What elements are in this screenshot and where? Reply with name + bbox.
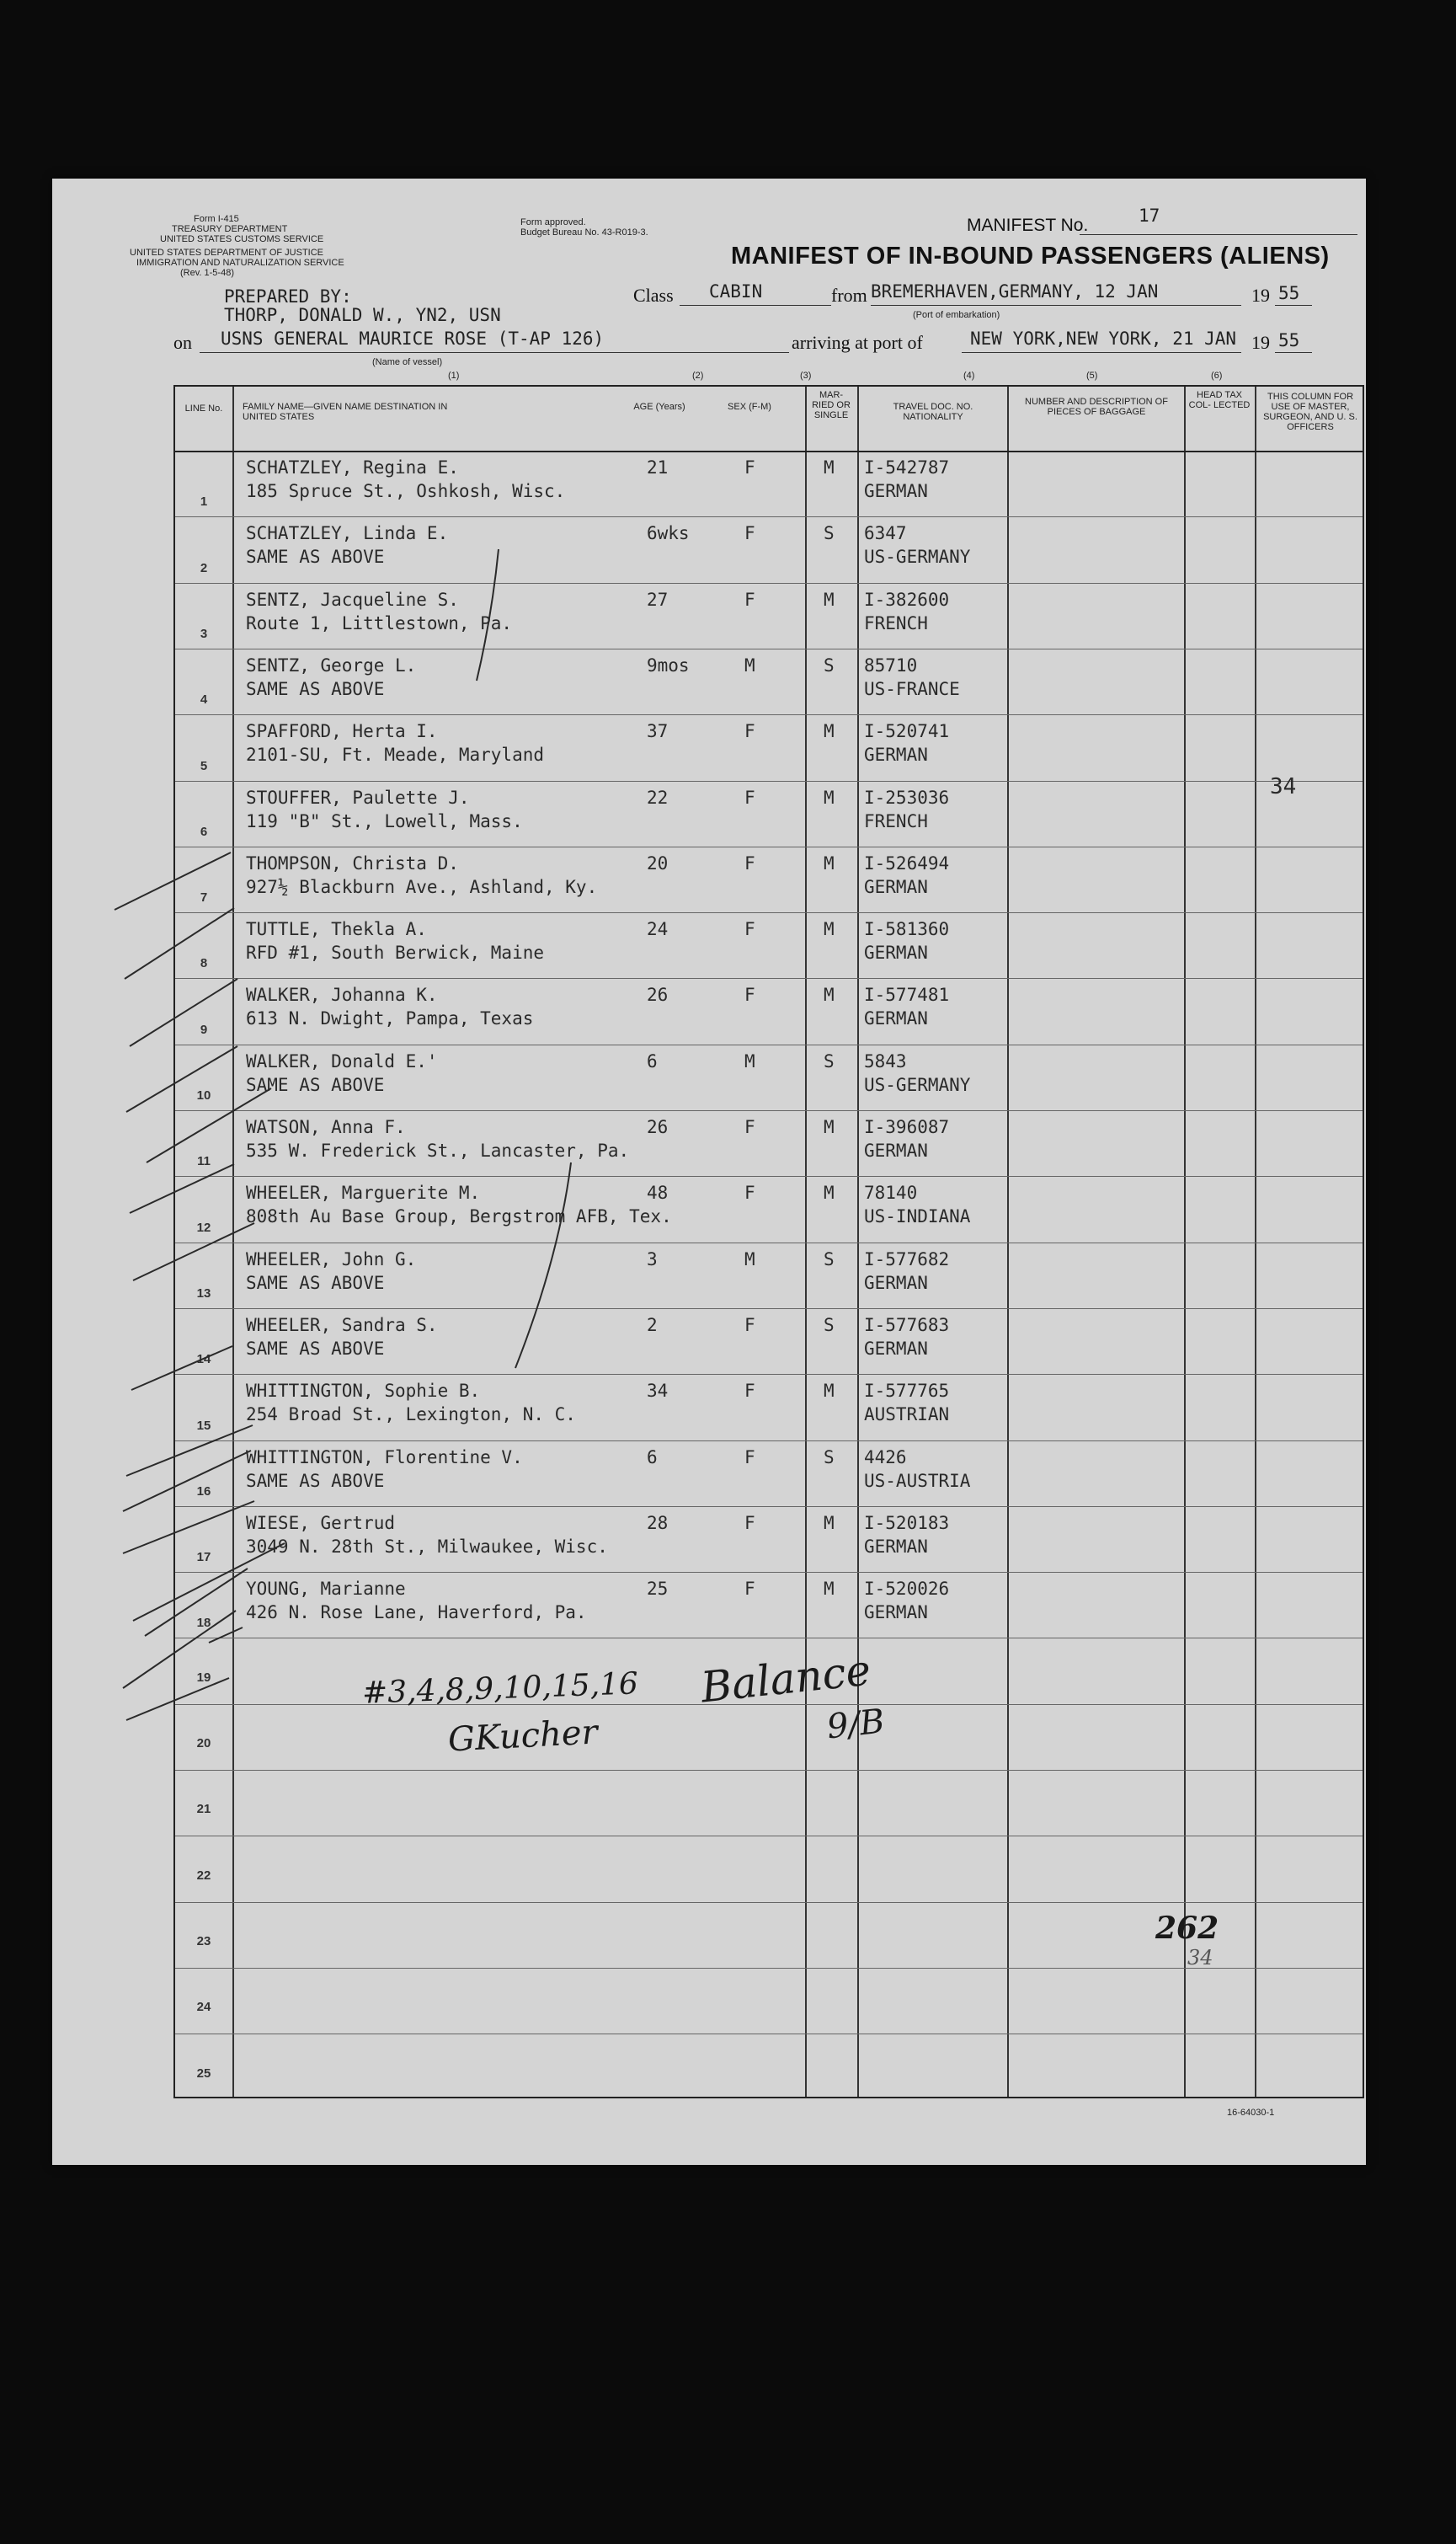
passenger-destination: 119 "B" St., Lowell, Mass.	[246, 810, 523, 831]
passenger-sex: F	[744, 1446, 755, 1467]
passenger-sex: F	[744, 1183, 755, 1204]
passenger-sex: F	[744, 457, 755, 478]
marital-status: S	[824, 1050, 835, 1072]
travel-doc-no: I-577683	[864, 1314, 950, 1335]
passenger-destination: SAME AS ABOVE	[246, 547, 385, 568]
passenger-destination: 2101-SU, Ft. Meade, Maryland	[246, 745, 545, 766]
travel-doc-no: I-520183	[864, 1512, 950, 1533]
nationality: US-FRANCE	[864, 678, 960, 699]
travel-doc-no: I-520741	[864, 721, 950, 742]
passenger-age: 26	[647, 1117, 669, 1137]
nationality: US-GERMANY	[864, 547, 971, 568]
passenger-age: 2	[647, 1314, 658, 1335]
marital-status: S	[824, 1446, 835, 1467]
line-number: 24	[196, 2000, 211, 2015]
footer-code: 16-64030-1	[1227, 2108, 1275, 2118]
nationality: GERMAN	[864, 745, 928, 766]
passenger-sex: M	[744, 1248, 755, 1269]
col-number-2: (2)	[692, 371, 704, 381]
hand-count-34: 34	[1187, 1946, 1213, 1969]
passenger-name: SENTZ, Jacqueline S.	[246, 589, 459, 610]
class-value: CABIN	[709, 281, 763, 302]
passenger-age: 3	[647, 1248, 658, 1269]
passenger-destination: 808th Au Base Group, Bergstrom AFB, Tex.	[246, 1206, 672, 1227]
passenger-sex: F	[744, 1117, 755, 1137]
line-number: 16	[196, 1483, 211, 1499]
hand-count-262: 262	[1155, 1911, 1219, 1946]
marital-status: M	[824, 1183, 835, 1204]
vessel-note: (Name of vessel)	[372, 357, 443, 367]
travel-doc-no: I-581360	[864, 919, 950, 940]
passenger-name: WALKER, Johanna K.	[246, 985, 438, 1006]
passenger-sex: F	[744, 1314, 755, 1335]
nationality: GERMAN	[864, 481, 928, 501]
marital-status: M	[824, 1512, 835, 1533]
marital-status: M	[824, 457, 835, 478]
marital-status: S	[824, 655, 835, 676]
check-marks	[52, 179, 1366, 2165]
nationality: GERMAN	[864, 876, 928, 897]
header-age: AGE (Years)	[633, 402, 685, 412]
port-embark-note: (Port of embarkation)	[913, 310, 1000, 320]
line-number: 5	[200, 758, 208, 773]
header-travel-doc: TRAVEL DOC. NO. NATIONALITY	[893, 402, 973, 422]
line-number: 19	[196, 1670, 211, 1685]
line-number: 22	[196, 1868, 211, 1883]
header-sex: SEX (F-M)	[728, 402, 771, 412]
nationality: GERMAN	[864, 1141, 928, 1161]
officer-mark-row6: 34	[1270, 774, 1297, 799]
travel-doc-no: I-577481	[864, 985, 950, 1006]
passenger-name: WATSON, Anna F.	[246, 1117, 406, 1137]
passenger-name: WHITTINGTON, Sophie B.	[246, 1381, 481, 1402]
manifest-no-label: MANIFEST No.	[967, 216, 1089, 235]
initials: 9/B	[824, 1702, 887, 1747]
passenger-sex: F	[744, 721, 755, 742]
nationality: US-INDIANA	[864, 1206, 971, 1227]
marital-status: M	[824, 787, 835, 808]
passenger-destination: SAME AS ABOVE	[246, 1074, 385, 1095]
ins-service: IMMIGRATION AND NATURALIZATION SERVICE	[136, 258, 344, 268]
col-number-3: (3)	[800, 371, 812, 381]
header-name: FAMILY NAME—GIVEN NAME DESTINATION IN UNITED STATES	[243, 402, 448, 422]
passenger-sex: M	[744, 1050, 755, 1072]
marital-status: M	[824, 1579, 835, 1600]
passenger-name: THOMPSON, Christa D.	[246, 852, 459, 874]
justice-dept: UNITED STATES DEPARTMENT OF JUSTICE	[130, 248, 324, 258]
col-number-6: (6)	[1211, 371, 1223, 381]
line-number: 18	[196, 1616, 211, 1631]
line-number: 6	[200, 824, 208, 839]
passenger-destination: 3049 N. 28th St., Milwaukee, Wisc.	[246, 1536, 608, 1557]
passenger-destination: 185 Spruce St., Oshkosh, Wisc.	[246, 481, 566, 501]
passenger-age: 34	[647, 1381, 669, 1402]
nationality: GERMAN	[864, 1536, 928, 1557]
line-number: 7	[200, 890, 208, 906]
passenger-age: 27	[647, 589, 669, 610]
travel-doc-no: 6347	[864, 523, 907, 544]
class-label: Class	[633, 285, 674, 306]
marital-status: S	[824, 1248, 835, 1269]
revision: (Rev. 1-5-48)	[180, 268, 234, 278]
passenger-age: 6wks	[647, 523, 690, 544]
line-number: 11	[197, 1154, 211, 1169]
arrival-year-prefix: 19	[1251, 332, 1270, 353]
manifest-number: 17	[1139, 206, 1160, 226]
passenger-age: 25	[647, 1579, 669, 1600]
passenger-destination: 927½ Blackburn Ave., Ashland, Ky.	[246, 876, 598, 897]
embark-port: BREMERHAVEN,GERMANY, 12 JAN	[871, 281, 1159, 302]
prepared-by: THORP, DONALD W., YN2, USN	[224, 305, 501, 325]
customs-service: UNITED STATES CUSTOMS SERVICE	[160, 234, 324, 244]
signature-balance: Balance	[698, 1645, 873, 1713]
travel-doc-no: I-253036	[864, 787, 950, 808]
passenger-name: SCHATZLEY, Linda E.	[246, 523, 449, 544]
marital-status: M	[824, 852, 835, 874]
passenger-sex: F	[744, 589, 755, 610]
nationality: GERMAN	[864, 1272, 928, 1293]
travel-doc-no: 85710	[864, 655, 918, 676]
travel-doc-no: I-577682	[864, 1248, 950, 1269]
travel-doc-no: I-382600	[864, 589, 950, 610]
col-number-5: (5)	[1086, 371, 1098, 381]
manifest-page	[52, 179, 1366, 2165]
line-number: 14	[196, 1352, 211, 1367]
passenger-age: 28	[647, 1512, 669, 1533]
arrival-year: 55	[1278, 330, 1300, 350]
passenger-name: WHITTINGTON, Florentine V.	[246, 1446, 523, 1467]
passenger-age: 21	[647, 457, 669, 478]
passenger-sex: F	[744, 787, 755, 808]
marital-status: M	[824, 721, 835, 742]
line-number: 4	[200, 692, 208, 708]
passenger-name: SPAFFORD, Herta I.	[246, 721, 438, 742]
line-number: 23	[196, 1933, 211, 1948]
travel-doc-no: I-577765	[864, 1381, 950, 1402]
marital-status: M	[824, 919, 835, 940]
passenger-age: 6	[647, 1050, 658, 1072]
passenger-sex: F	[744, 523, 755, 544]
from-label: from	[831, 285, 867, 306]
manifest-title: MANIFEST OF IN-BOUND PASSENGERS (ALIENS)	[731, 243, 1330, 270]
form-number: Form I-415	[194, 214, 239, 224]
nationality: GERMAN	[864, 943, 928, 964]
passenger-name: WHEELER, Marguerite M.	[246, 1183, 481, 1204]
travel-doc-no: I-520026	[864, 1579, 950, 1600]
line-number: 9	[200, 1022, 208, 1037]
arriving-label: arriving at port of	[792, 332, 923, 353]
nationality: FRENCH	[864, 612, 928, 633]
travel-doc-no: I-396087	[864, 1117, 950, 1137]
col-number-4: (4)	[963, 371, 975, 381]
line-number: 21	[196, 1802, 211, 1817]
marital-status: S	[824, 1314, 835, 1335]
marital-status: S	[824, 523, 835, 544]
nationality: FRENCH	[864, 810, 928, 831]
passenger-age: 48	[647, 1183, 669, 1204]
passenger-name: YOUNG, Marianne	[246, 1579, 406, 1600]
passenger-destination: 426 N. Rose Lane, Haverford, Pa.	[246, 1602, 587, 1623]
passenger-name: SENTZ, George L.	[246, 655, 417, 676]
nationality: GERMAN	[864, 1008, 928, 1029]
line-number: 3	[200, 626, 208, 641]
passenger-sex: F	[744, 985, 755, 1006]
passenger-sex: F	[744, 919, 755, 940]
passenger-age: 22	[647, 787, 669, 808]
prepared-by-label: PREPARED BY:	[224, 286, 352, 307]
passenger-sex: F	[744, 1579, 755, 1600]
signature-gkucher: GKucher	[446, 1713, 599, 1760]
line-number: 20	[196, 1736, 211, 1750]
passenger-name: WHEELER, John G.	[246, 1248, 417, 1269]
passenger-destination: 613 N. Dwight, Pampa, Texas	[246, 1008, 534, 1029]
line-number: 17	[196, 1550, 211, 1565]
nationality: US-AUSTRIA	[864, 1470, 971, 1491]
passenger-destination: SAME AS ABOVE	[246, 678, 385, 699]
passenger-sex: F	[744, 1512, 755, 1533]
passenger-sex: M	[744, 655, 755, 676]
passenger-age: 37	[647, 721, 669, 742]
passenger-name: WHEELER, Sandra S.	[246, 1314, 438, 1335]
travel-doc-no: 4426	[864, 1446, 907, 1467]
passenger-name: WIESE, Gertrud	[246, 1512, 396, 1533]
passenger-destination: Route 1, Littlestown, Pa.	[246, 612, 513, 633]
passenger-age: 9mos	[647, 655, 690, 676]
passenger-name: STOUFFER, Paulette J.	[246, 787, 470, 808]
passenger-destination: 254 Broad St., Lexington, N. C.	[246, 1404, 576, 1425]
passenger-age: 24	[647, 919, 669, 940]
line-number: 8	[200, 956, 208, 971]
travel-doc-no: I-542787	[864, 457, 950, 478]
marital-status: M	[824, 1381, 835, 1402]
budget-bureau: Budget Bureau No. 43-R019-3.	[520, 227, 648, 238]
header-married: MAR- RIED OR SINGLE	[812, 390, 851, 420]
passenger-age: 6	[647, 1446, 658, 1467]
passenger-sex: F	[744, 1381, 755, 1402]
header-baggage: NUMBER AND DESCRIPTION OF PIECES OF BAGGAGE	[1025, 397, 1168, 417]
header-line-no: LINE No.	[184, 404, 223, 414]
passenger-age: 26	[647, 985, 669, 1006]
passenger-destination: RFD #1, South Berwick, Maine	[246, 943, 545, 964]
passenger-destination: SAME AS ABOVE	[246, 1470, 385, 1491]
marital-status: M	[824, 589, 835, 610]
form-approved: Form approved.	[520, 217, 586, 227]
passenger-age: 20	[647, 852, 669, 874]
passenger-name: TUTTLE, Thekla A.	[246, 919, 427, 940]
line-number: 13	[196, 1285, 211, 1301]
header-head-tax: HEAD TAX COL- LECTED	[1188, 390, 1251, 410]
on-label: on	[173, 332, 192, 353]
treasury-dept: TREASURY DEPARTMENT	[172, 224, 288, 234]
vessel-name: USNS GENERAL MAURICE ROSE (T-AP 126)	[221, 329, 605, 349]
line-number: 1	[200, 494, 208, 510]
line-number: 2	[200, 560, 208, 575]
col-number-1: (1)	[448, 371, 460, 381]
passenger-destination: 535 W. Frederick St., Lancaster, Pa.	[246, 1141, 630, 1161]
nationality: AUSTRIAN	[864, 1404, 950, 1425]
arrival-port: NEW YORK,NEW YORK, 21 JAN	[970, 329, 1237, 349]
passenger-name: WALKER, Donald E.'	[246, 1050, 438, 1072]
travel-doc-no: 5843	[864, 1050, 907, 1072]
hand-line-numbers: #3,4,8,9,10,15,16	[361, 1666, 639, 1711]
passenger-destination: SAME AS ABOVE	[246, 1272, 385, 1293]
line-number: 25	[196, 2066, 211, 2081]
travel-doc-no: I-526494	[864, 852, 950, 874]
passenger-destination: SAME AS ABOVE	[246, 1338, 385, 1359]
marital-status: M	[824, 985, 835, 1006]
travel-doc-no: 78140	[864, 1183, 918, 1204]
from-year-prefix: 19	[1251, 285, 1270, 306]
line-number: 12	[196, 1220, 211, 1235]
passenger-sex: F	[744, 852, 755, 874]
nationality: GERMAN	[864, 1602, 928, 1623]
nationality: US-GERMANY	[864, 1074, 971, 1095]
line-number: 10	[196, 1088, 211, 1103]
line-number: 15	[196, 1418, 211, 1433]
passenger-name: SCHATZLEY, Regina E.	[246, 457, 459, 478]
marital-status: M	[824, 1117, 835, 1137]
header-officers: THIS COLUMN FOR USE OF MASTER, SURGEON, AND U. S. OFFICERS	[1263, 392, 1357, 432]
from-year: 55	[1278, 283, 1300, 303]
nationality: GERMAN	[864, 1338, 928, 1359]
